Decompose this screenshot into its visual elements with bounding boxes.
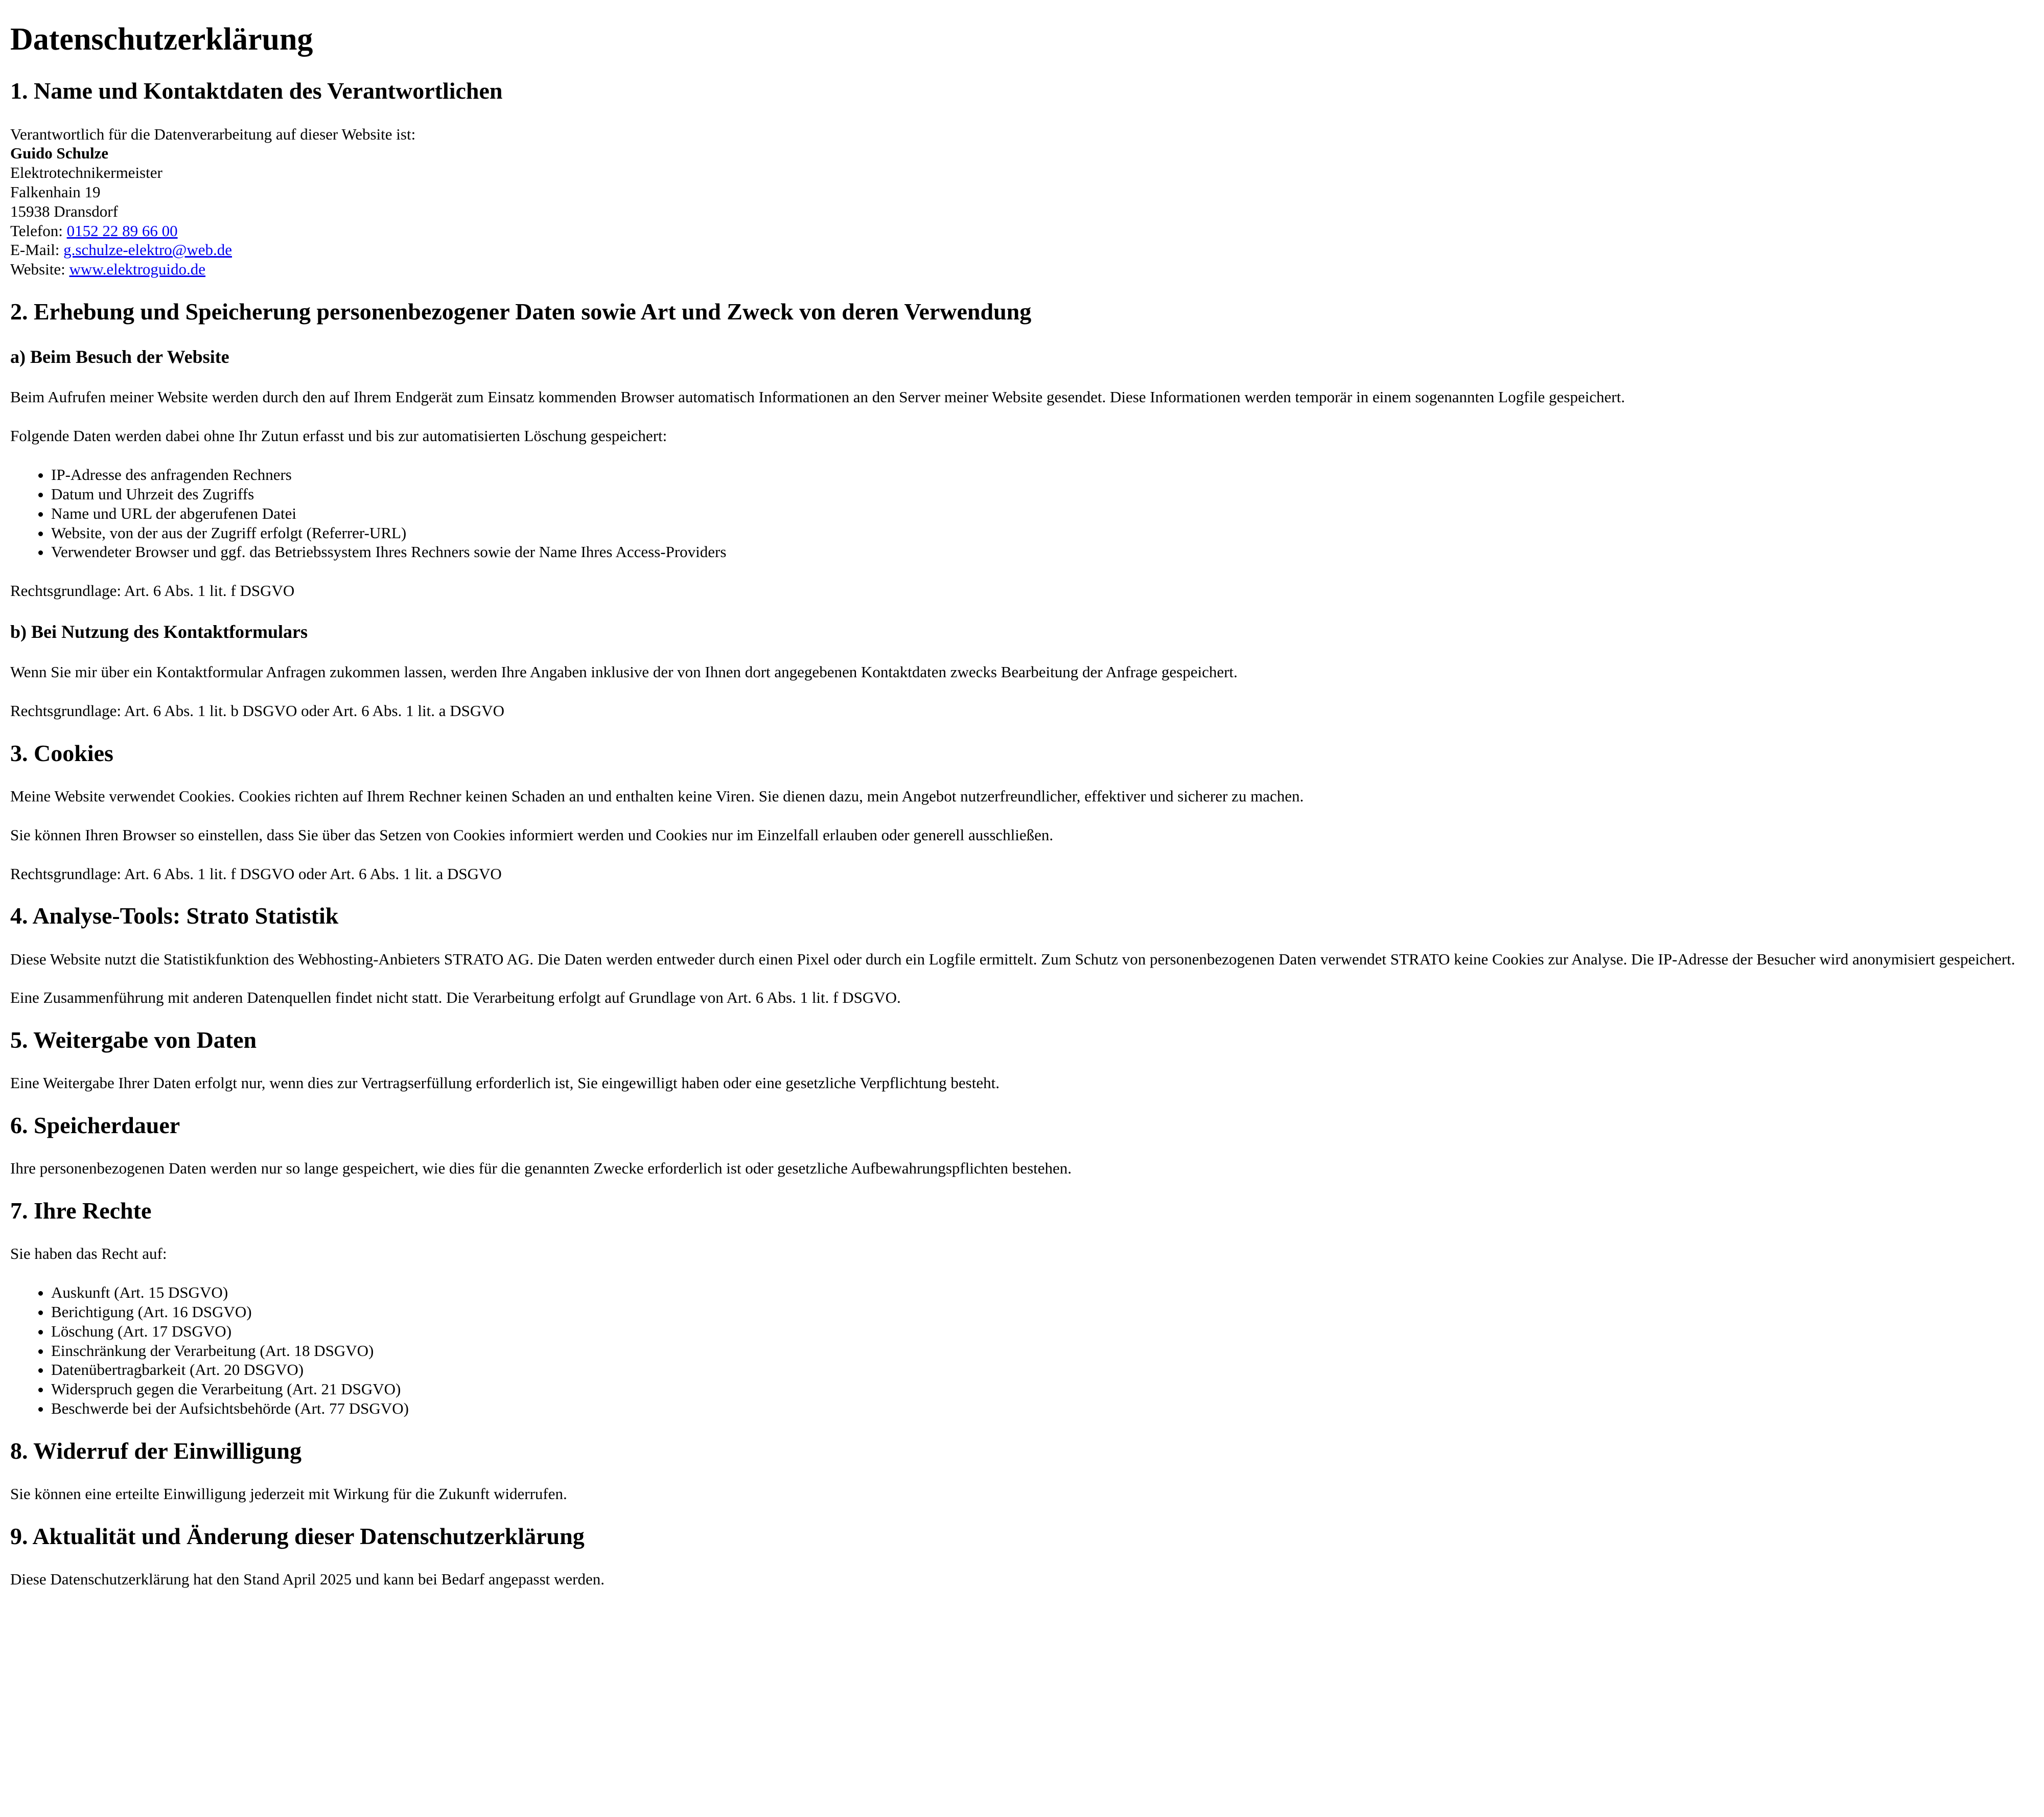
list-item: • Verwendeter Browser und ggf. das Betriebssystem Ihres Rechners sowie der Name Ihres Access-Providers — [51, 542, 2034, 562]
contact-city: 15938 Dransdorf — [10, 202, 118, 220]
list-item: • Auskunft (Art. 15 DSGVO) — [51, 1283, 2034, 1302]
section-6-heading: 6. Speicherdauer — [10, 1112, 180, 1139]
section-consent-withdrawal — [10, 1437, 2034, 1504]
section-your-rights — [10, 1197, 2034, 1418]
section-2a-paragraph-2: Folgende Daten werden dabei ohne Ihr Zutun erfasst und bis zur automatisierten Löschung gespeichert: — [10, 427, 667, 445]
contact-job-title: Elektrotechnikermeister — [10, 164, 162, 182]
section-2b-paragraph-1: Wenn Sie mir über ein Kontaktformular Anfragen zukommen lassen, werden Ihre Angaben inklusive der von Ihnen dort angegebenen Kontaktdaten zwecks Bearbeitung der Anfrage gespeichert. — [10, 663, 1238, 681]
logged-data-list — [10, 465, 2034, 562]
section-9-paragraph-1: Diese Datenschutzerklärung hat den Stand April 2025 und kann bei Bedarf angepasst werden. — [10, 1570, 605, 1589]
rights-list — [10, 1283, 2034, 1418]
section-8-paragraph-1: Sie können eine erteilte Einwilligung jederzeit mit Wirkung für die Zukunft widerrufen. — [10, 1485, 567, 1503]
email-label: E-Mail: — [10, 241, 64, 259]
section-data-collection — [10, 297, 2034, 721]
contact-name: Guido Schulze — [10, 144, 109, 163]
phone-label: Telefon: — [10, 221, 67, 240]
section-4-heading: 4. Analyse-Tools: Strato Statistik — [10, 903, 339, 929]
list-item: • Datum und Uhrzeit des Zugriffs — [51, 485, 2034, 504]
list-item: • Website, von der aus der Zugriff erfolgt (Referrer-URL) — [51, 523, 2034, 543]
page-title: Datenschutzerklärung — [10, 22, 313, 57]
list-item: • Name und URL der abgerufenen Datei — [51, 504, 2034, 523]
section-storage-duration — [10, 1111, 2034, 1178]
contact-block — [10, 125, 2034, 280]
section-2-heading: 2. Erhebung und Speicherung personenbezogener Daten sowie Art und Zweck von deren Verwendung — [10, 298, 1032, 325]
section-7-intro: Sie haben das Recht auf: — [10, 1245, 167, 1263]
section-data-sharing — [10, 1026, 2034, 1093]
section-3-legal-basis: Rechtsgrundlage: Art. 6 Abs. 1 lit. f DSGVO oder Art. 6 Abs. 1 lit. a DSGVO — [10, 864, 502, 883]
section-8-heading: 8. Widerruf der Einwilligung — [10, 1437, 301, 1464]
section-4-paragraph-1: Diese Website nutzt die Statistikfunktion des Webhosting-Anbieters STRATO AG. Die Daten werden entweder durch einen Pixel oder durch ein Logfile ermittelt. Zum Schutz von personenbezogenen Daten verwendet STRATO keine Cookies zur Analyse. Die IP-Adresse der Besucher wird anonymisiert gespeichert. — [10, 950, 2015, 968]
section-analytics — [10, 902, 2034, 1007]
section-1-heading: 1. Name und Kontaktdaten des Verantwortlichen — [10, 78, 503, 104]
section-updates — [10, 1522, 2034, 1589]
section-3-heading: 3. Cookies — [10, 740, 113, 766]
contact-intro: Verantwortlich für die Datenverarbeitung auf dieser Website ist: — [10, 125, 416, 143]
section-2b-legal-basis: Rechtsgrundlage: Art. 6 Abs. 1 lit. b DSGVO oder Art. 6 Abs. 1 lit. a DSGVO — [10, 701, 504, 720]
website-link[interactable]: www.elektroguido.de — [69, 260, 206, 279]
contact-phone-line — [10, 221, 2034, 241]
section-3-paragraph-2: Sie können Ihren Browser so einstellen, dass Sie über das Setzen von Cookies informiert werden und Cookies nur im Einzelfall erlauben oder generell ausschließen. — [10, 825, 1054, 844]
contact-email-line — [10, 240, 2034, 260]
contact-street: Falkenhain 19 — [10, 183, 101, 201]
section-2a-heading: a) Beim Besuch der Website — [10, 347, 229, 367]
website-label: Website: — [10, 260, 69, 279]
section-6-paragraph-1: Ihre personenbezogenen Daten werden nur so lange gespeichert, wie dies für die genannten Zwecke erforderlich ist oder gesetzliche Aufbewahrungspflichten bestehen. — [10, 1159, 1072, 1178]
section-cookies — [10, 739, 2034, 884]
section-controller-contact — [10, 77, 2034, 279]
section-2b-heading: b) Bei Nutzung des Kontaktformulars — [10, 621, 308, 642]
section-4-paragraph-2: Eine Zusammenführung mit anderen Datenquellen findet nicht statt. Die Verarbeitung erfolgt auf Grundlage von Art. 6 Abs. 1 lit. f DSGVO. — [10, 988, 901, 1007]
list-item: • IP-Adresse des anfragenden Rechners — [51, 465, 2034, 485]
section-5-paragraph-1: Eine Weitergabe Ihrer Daten erfolgt nur, wenn dies zur Vertragserfüllung erforderlich ist, Sie eingewilligt haben oder eine gesetzliche Verpflichtung besteht. — [10, 1074, 1000, 1092]
list-item: • Datenübertragbarkeit (Art. 20 DSGVO) — [51, 1360, 2034, 1379]
section-2a-legal-basis: Rechtsgrundlage: Art. 6 Abs. 1 lit. f DSGVO — [10, 582, 295, 600]
list-item: • Einschränkung der Verarbeitung (Art. 18 DSGVO) — [51, 1341, 2034, 1361]
section-5-heading: 5. Weitergabe von Daten — [10, 1027, 257, 1053]
list-item: • Beschwerde bei der Aufsichtsbehörde (Art. 77 DSGVO) — [51, 1399, 2034, 1418]
list-item: • Berichtigung (Art. 16 DSGVO) — [51, 1302, 2034, 1322]
section-3-paragraph-1: Meine Website verwendet Cookies. Cookies richten auf Ihrem Rechner keinen Schaden an und enthalten keine Viren. Sie dienen dazu, mein Angebot nutzerfreundlicher, effektiver und sicherer zu machen. — [10, 787, 1304, 805]
contact-website-line — [10, 260, 2034, 279]
list-item: • Löschung (Art. 17 DSGVO) — [51, 1322, 2034, 1341]
section-9-heading: 9. Aktualität und Änderung dieser Datenschutzerklärung — [10, 1523, 585, 1549]
section-7-heading: 7. Ihre Rechte — [10, 1198, 152, 1224]
section-2a-paragraph-1: Beim Aufrufen meiner Website werden durch den auf Ihrem Endgerät zum Einsatz kommenden Browser automatisch Informationen an den Server meiner Website gesendet. Diese Informationen werden temporär in einem sogenannten Logfile gespeichert. — [10, 388, 1625, 406]
list-item: • Widerspruch gegen die Verarbeitung (Art. 21 DSGVO) — [51, 1379, 2034, 1399]
email-link[interactable]: g.schulze-elektro@web.de — [63, 241, 232, 259]
phone-link[interactable]: 0152 22 89 66 00 — [66, 221, 178, 240]
